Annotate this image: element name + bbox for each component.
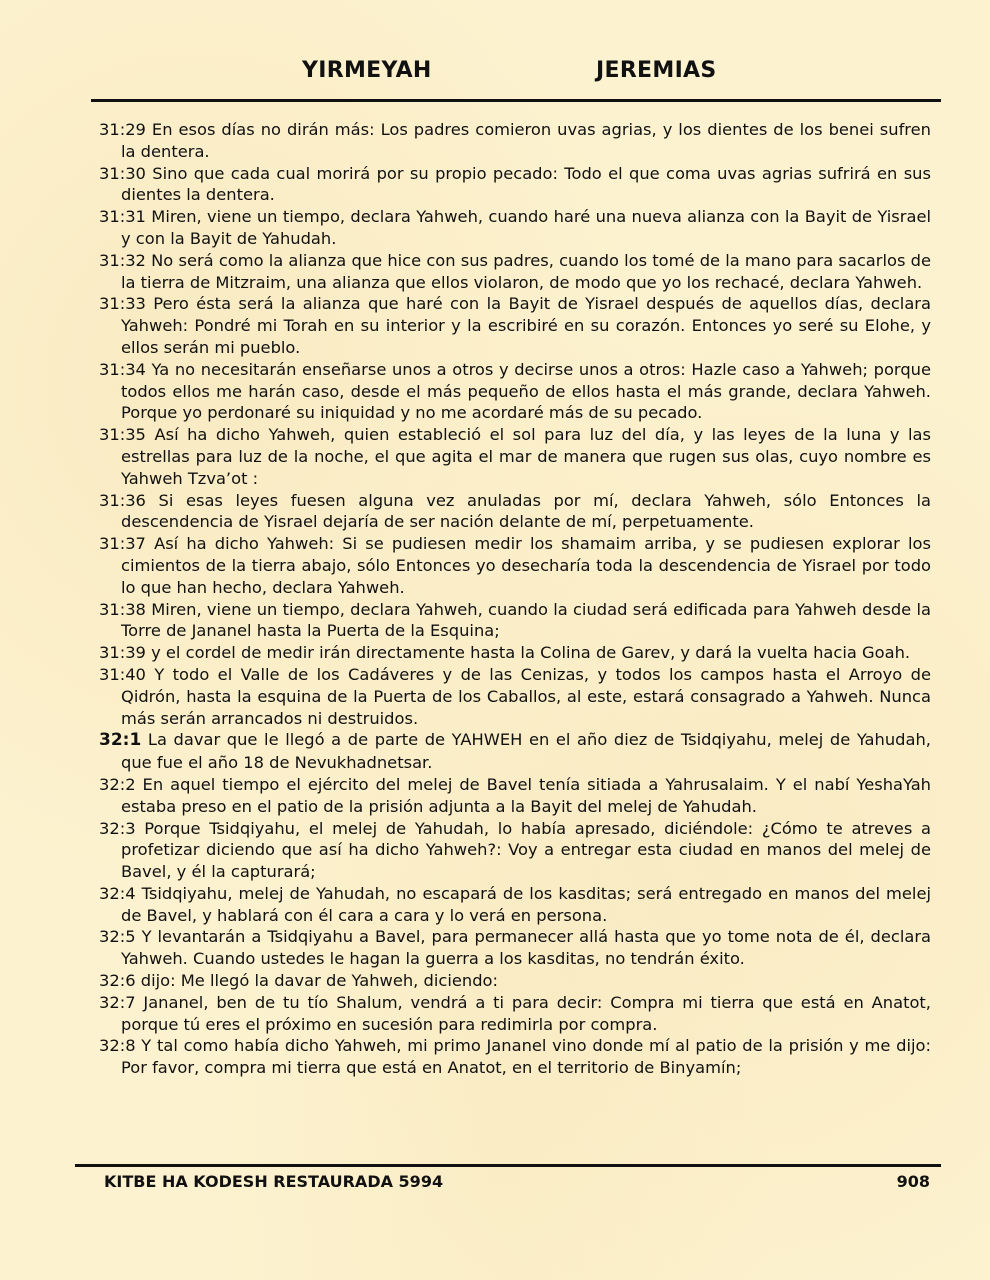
footer-book-title: KITBE HA KODESH RESTAURADA 5994 — [104, 1172, 444, 1191]
verse-text: No será como la alianza que hice con sus padres, cuando los tomé de la mano para sacarlos de la tierra de Mitzraim, una alianza que ellos violaron, de modo que yo los rechacé, declara Yahweh. — [121, 250, 931, 292]
verse-text: dijo: Me llegó la davar de Yahweh, diciendo: — [140, 971, 498, 991]
verse-text: En aquel tiempo el ejército del melej de Bavel tenía sitiada a Yahrusalaim. Y el nabí YeshaYah estaba preso en el patio de la prisión adjunta a la Bayit del melej de Yahudah. — [121, 774, 931, 816]
verse — [99, 926, 931, 970]
verse — [99, 424, 931, 489]
verse-text: Sino que cada cual morirá por su propio pecado: Todo el que coma uvas agrias sufrirá en sus dientes la dentera. — [121, 163, 931, 205]
verse-ref: 31:38 — [99, 599, 146, 619]
verse — [99, 293, 931, 358]
header-title-hebrew: YIRMEYAH — [302, 58, 432, 83]
verse-ref: 31:33 — [99, 294, 146, 314]
verse — [99, 970, 931, 992]
verse-ref: 31:34 — [99, 359, 146, 379]
header-title-spanish: JEREMIAS — [596, 58, 717, 83]
verse-text: Y todo el Valle de los Cadáveres y de las Cenizas, y todos los campos hasta el Arroyo de Qidrón, hasta la esquina de la Puerta de los Caballos, al este, estará consagrado a Yahweh. Nunca más serán arrancados ni destruidos. — [121, 664, 931, 728]
verse-text: En esos días no dirán más: Los padres comieron uvas agrias, y los dientes de los benei sufren la dentera. — [121, 120, 931, 161]
verse — [99, 664, 931, 729]
verse-text: Ya no necesitarán enseñarse unos a otros y decirse unos a otros: Hazle caso a Yahweh; porque todos ellos me harán caso, desde el más pequeño de ellos hasta el más grande, declara Yahweh. Porque yo perdonaré su iniquidad y no me acordaré más de su pecado. — [121, 359, 931, 423]
footer-divider — [75, 1164, 941, 1167]
page-header — [0, 58, 990, 90]
verse-text: Jananel, ben de tu tío Shalum, vendrá a ti para decir: Compra mi tierra que está en Anatot, porque tú eres el próximo en sucesión para redimirla por compra. — [121, 992, 931, 1034]
verse-ref: 32:2 — [99, 774, 136, 794]
verse-text: La davar que le llegó a de parte de YAHWEH en el año diez de Tsidqiyahu, melej de Yahudah, que fue el año 18 de Nevukhadnetsar. — [121, 730, 931, 773]
verse — [99, 533, 931, 598]
verse-ref: 31:39 — [99, 643, 146, 663]
verse — [99, 1035, 931, 1079]
verse-ref: 31:36 — [99, 490, 146, 510]
verse-ref: 32:7 — [99, 992, 136, 1012]
verse-text: y el cordel de medir irán directamente hasta la Colina de Garev, y dará la vuelta hacia Goah. — [151, 643, 911, 663]
verse — [99, 163, 931, 207]
verse-ref: 31:32 — [99, 250, 146, 270]
verse-ref: 32:6 — [99, 971, 136, 991]
verse-list — [99, 119, 931, 1079]
verse-text: Pero ésta será la alianza que haré con la Bayit de Yisrael después de aquellos días, declara Yahweh: Pondré mi Torah en su interior y la escribiré en su corazón. Entonces yo seré su Elohe, y ellos serán mi pueblo. — [121, 294, 931, 357]
verse — [99, 119, 931, 163]
verse — [99, 818, 931, 883]
verse-text: Si esas leyes fuesen alguna vez anuladas por mí, declara Yahweh, sólo Entonces la descendencia de Yisrael dejaría de ser nación delante de mí, perpetuamente. — [121, 490, 931, 532]
verse — [99, 992, 931, 1036]
verse-text: Y levantarán a Tsidqiyahu a Bavel, para permanecer allá hasta que yo tome nota de él, declara Yahweh. Cuando ustedes le hagan la guerra a los kasditas, no tendrán éxito. — [121, 927, 931, 969]
verse — [99, 490, 931, 534]
verse-ref: 32:8 — [99, 1036, 136, 1056]
page-number: 908 — [896, 1172, 930, 1191]
verse-text: Así ha dicho Yahweh: Si se pudiesen medir los shamaim arriba, y se pudiesen explorar los cimientos de la tierra abajo, sólo Entonces yo desecharía toda la descendencia de Yisrael por todo lo que han hecho, declara Yahweh. — [121, 534, 931, 597]
verse — [99, 642, 931, 664]
verse — [99, 359, 931, 424]
verse-ref: 31:31 — [99, 207, 146, 227]
verse-ref: 31:35 — [99, 425, 146, 445]
verse-ref: 31:30 — [99, 163, 146, 183]
verse — [99, 250, 931, 294]
verse-ref: 32:3 — [99, 818, 136, 838]
verse-text: Miren, viene un tiempo, declara Yahweh, cuando la ciudad será edificada para Yahweh desde la Torre de Jananel hasta la Puerta de la Esquina; — [121, 599, 931, 641]
header-divider — [91, 99, 941, 102]
verse-text: Porque Tsidqiyahu, el melej de Yahudah, lo había apresado, diciéndole: ¿Cómo te atreves a profetizar diciendo que así ha dicho Yahweh?: Voy a entregar esta ciudad en manos del melej de Bavel, y él la capturará; — [121, 818, 931, 882]
verse-ref: 31:37 — [99, 534, 146, 554]
verse-ref: 32:1 — [99, 730, 142, 751]
chapter-start-verse — [99, 729, 931, 774]
verse — [99, 774, 931, 818]
verse-text: Así ha dicho Yahweh, quien estableció el sol para luz del día, y las leyes de la luna y las estrellas para luz de la noche, el que agita el mar de manera que rugen sus olas, cuyo nombre es Yahweh Tzva’ot : — [121, 425, 931, 488]
verse-ref: 32:4 — [99, 883, 136, 903]
verse-ref: 32:5 — [99, 927, 136, 947]
verse — [99, 883, 931, 927]
verse-ref: 31:40 — [99, 664, 146, 684]
verse-text: Y tal como había dicho Yahweh, mi primo Jananel vino donde mí al patio de la prisión y me dijo: Por favor, compra mi tierra que está en Anatot, en el territorio de Binyamín; — [121, 1036, 931, 1078]
verse-text: Miren, viene un tiempo, declara Yahweh, cuando haré una nueva alianza con la Bayit de Yisrael y con la Bayit de Yahudah. — [121, 207, 931, 248]
verse — [99, 599, 931, 643]
verse-text: Tsidqiyahu, melej de Yahudah, no escapará de los kasditas; será entregado en manos del melej de Bavel, y hablará con él cara a cara y lo verá en persona. — [121, 883, 932, 925]
verse-ref: 31:29 — [99, 120, 146, 139]
verse — [99, 206, 931, 250]
